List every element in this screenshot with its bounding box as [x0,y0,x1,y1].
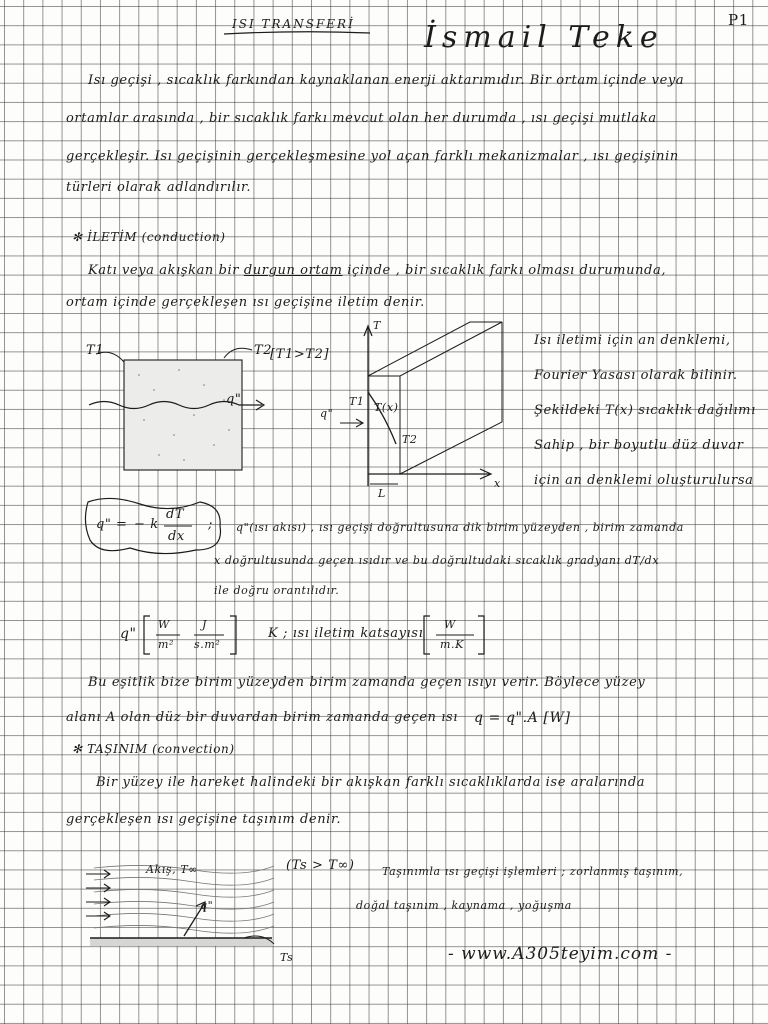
units-j: J [202,618,208,631]
subject-title: ISI TRANSFERİ [232,17,355,31]
equation-minus-k: − k [134,517,159,532]
convection-types-line-1: Taşınımla ısı geçişi işlemleri ; zorlanmış taşınım, [382,865,684,878]
conduction-definition-line-1 [88,263,666,279]
watermark: - www.A305teyim.com - [448,944,673,964]
slab-label-t1: T1 [86,343,105,358]
explain-line-3: ile doğru orantılıdır. [214,584,340,597]
equation-semicolon: ; [208,517,213,532]
wall-axis-x: x [494,477,501,490]
fourier-line-2: Fourier Yasası olarak bilinir. [534,368,738,383]
bu-line-1: Bu eşitlik bize birim yüzeyden birim zamanda geçen ısıyı verir. Böylece yüzey [88,675,646,690]
units-q: q" [120,626,137,642]
bu-line-2: alanı A olan düz bir duvardan birim zamanda geçen ısı [66,710,459,725]
conduction-heading: ✻ İLETİM (conduction) [72,230,226,244]
units-m2: m² [158,638,175,651]
convection-heading: ✻ TAŞINIM (convection) [72,742,235,756]
equation-eq: = [116,517,128,532]
units-mk: m.K [440,638,464,651]
slab-label-flux: q" [226,392,242,407]
convection-definition-line-2: gerçekleşen ısı geçişine taşınım denir. [66,812,342,827]
units-kw: W [444,618,456,631]
intro-line-3: gerçekleşir. Isı geçişinin gerçekleşmesine yol açan farklı mekanizmalar , ısı geçişinin [66,149,679,164]
equation-numerator: dT [166,507,185,522]
wall-axis-t: T [373,319,381,332]
fourier-line-3: Şekildeki T(x) sıcaklık dağılımı [534,403,756,418]
wall-label-flux: q" [320,407,334,420]
explain-line-2: x doğrultusunda geçen ısıdır ve bu doğrultudaki sıcaklık gradyanı dT/dx [214,554,660,567]
slab-label-t2: T2 [254,343,273,358]
page-number: P1 [728,11,749,29]
conduction-definition-line-2: ortam içinde gerçekleşen ısı geçişine iletim denir. [66,295,425,310]
explain-line-1: q"(ısı akısı) , ısı geçişi doğrultusuna dik birim yüzeyden , birim zamanda [236,521,684,534]
intro-line-4: türleri olarak adlandırılır. [66,180,252,195]
slab-label-relation: [T1>T2] [270,347,330,362]
convection-flux-label: q" [200,899,214,912]
equation-denominator: dx [168,529,185,544]
wall-label-t1: T1 [349,395,365,408]
author-name: İsmail Teke [424,20,664,55]
units-sm2: s.m² [194,638,221,651]
convection-ts-label: Ts [280,951,294,964]
convection-flow-label: Akış, T∞ [146,863,199,876]
conduction-def-part-b: içinde , bir sıcaklık farkı olması durumunda, [347,263,667,278]
conduction-def-underlined: durgun ortam [243,263,343,278]
wall-label-t2: T2 [402,433,418,446]
equation-lhs: q" [96,517,112,532]
fourier-line-4: Sahip , bir boyutlu düz duvar [534,438,744,453]
convection-definition-line-1: Bir yüzey ile hareket halindeki bir akışkan farklı sıcaklıklarda ise aralarında [96,775,646,790]
intro-line-1: Isı geçişi , sıcaklık farkından kaynaklanan enerji aktarımıdır. Bir ortam içinde veya [88,73,685,88]
wall-label-tx: T(x) [374,401,399,414]
units-k-text: K ; ısı iletim katsayısı [268,626,424,641]
wall-label-length: L [378,487,386,500]
units-w: W [158,618,170,631]
conduction-def-part-a: Katı veya akışkan bir [88,263,240,278]
fourier-line-5: için an denklemi oluşturulursa [534,473,754,488]
convection-types-line-2: doğal taşınım , kaynama , yoğuşma [356,899,572,912]
intro-line-2: ortamlar arasında , bir sıcaklık farkı mevcut olan her durumda , ısı geçişi mutlaka [66,111,657,126]
q-total-formula: q = q".A [W] [474,710,571,726]
fourier-line-1: Isı iletimi için an denklemi, [534,333,731,348]
convection-relation: (Ts > T∞) [286,858,355,873]
wall-figure [340,316,540,506]
